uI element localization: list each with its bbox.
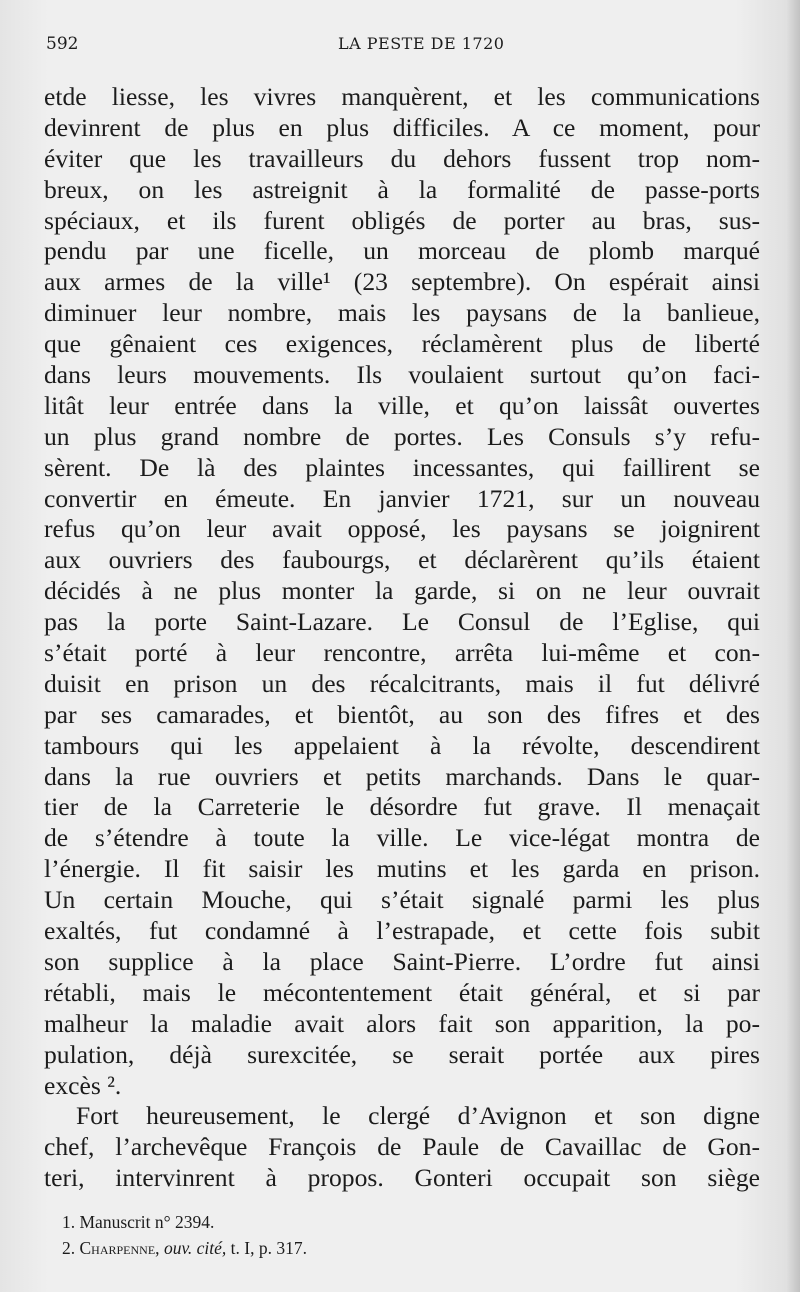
text-line: pendu par une ficelle, un morceau de plomb marqué bbox=[44, 236, 760, 266]
text-line: devinrent de plus en plus difficiles. A ce moment, pour bbox=[44, 112, 760, 142]
footnote-number: 1. bbox=[62, 1212, 76, 1232]
paragraph bbox=[44, 1101, 760, 1194]
text-line: pas la porte Saint-Lazare. Le Consul de l’Eglise, qui bbox=[44, 607, 760, 637]
text-line: diminuer leur nombre, mais les paysans de la banlieue, bbox=[44, 298, 760, 328]
text-line: un plus grand nombre de portes. Les Consuls s’y refu- bbox=[44, 421, 760, 451]
text-line: par ses camarades, et bientôt, au son des fifres et des bbox=[44, 699, 760, 729]
text-line: litât leur entrée dans la ville, et qu’on laissât ouvertes bbox=[44, 390, 760, 420]
footnote bbox=[62, 1235, 307, 1261]
text-line: l’énergie. Il fit saisir les mutins et les garda en prison. bbox=[44, 854, 760, 884]
text-line: exaltés, fut condamné à l’estrapade, et cette fois subit bbox=[44, 916, 760, 946]
text-line: duisit en prison un des récalcitrants, mais il fut délivré bbox=[44, 668, 760, 698]
text-line: tier de la Carreterie le désordre fut grave. Il menaçait bbox=[44, 792, 760, 822]
text-line: s’était porté à leur rencontre, arrêta lui-même et con- bbox=[44, 638, 760, 668]
text-line: décidés à ne plus monter la garde, si on ne leur ouvrait bbox=[44, 576, 760, 606]
text-line: rétabli, mais le mécontentement était général, et si par bbox=[44, 977, 760, 1007]
text-line: que gênaient ces exigences, réclamèrent plus de liberté bbox=[44, 329, 760, 359]
page-gutter-shadow bbox=[786, 0, 800, 1292]
text-line: sèrent. De là des plaintes incessantes, qui faillirent se bbox=[44, 452, 760, 482]
body-text bbox=[44, 82, 760, 1194]
text-line: convertir en émeute. En janvier 1721, sur un nouveau bbox=[44, 483, 760, 513]
running-title: LA PESTE DE 1720 bbox=[338, 34, 505, 53]
footnote-reference: t. I, p. 317. bbox=[230, 1238, 307, 1258]
text-line: Un certain Mouche, qui s’était signalé parmi les plus bbox=[44, 885, 760, 915]
footnote-work: ouv. cité, bbox=[163, 1238, 227, 1258]
text-line: de s’étendre à toute la ville. Le vice-légat montra de bbox=[44, 823, 760, 853]
text-line: éviter que les travailleurs du dehors fussent trop nom- bbox=[44, 143, 760, 173]
text-line: breux, on les astreignit à la formalité de passe-ports bbox=[44, 174, 760, 204]
footnotes bbox=[62, 1209, 307, 1261]
text-line: aux ouvriers des faubourgs, et déclarèrent qu’ils étaient bbox=[44, 545, 760, 575]
text-line: excès ². bbox=[44, 1070, 122, 1100]
text-line: spéciaux, et ils furent obligés de porter au bras, sus- bbox=[44, 205, 760, 235]
footnote-text: Manuscrit n° 2394. bbox=[79, 1212, 215, 1232]
text-line: teri, intervinrent à propos. Gonteri occupait son siège bbox=[44, 1163, 760, 1193]
text-line: chef, l’archevêque François de Paule de Cavaillac de Gon- bbox=[44, 1132, 760, 1162]
text-line: etde liesse, les vivres manquèrent, et les communications bbox=[44, 82, 760, 111]
page-header bbox=[40, 34, 760, 62]
paragraph bbox=[44, 82, 760, 1101]
text-line: malheur la maladie avait alors fait son apparition, la po- bbox=[44, 1008, 760, 1038]
text-line: aux armes de la ville¹ (23 septembre). On espérait ainsi bbox=[44, 267, 760, 297]
footnote bbox=[62, 1209, 307, 1235]
text-line: pulation, déjà surexcitée, se serait portée aux pires bbox=[44, 1039, 760, 1069]
page-number: 592 bbox=[46, 34, 79, 54]
text-line: son supplice à la place Saint-Pierre. L’ordre fut ainsi bbox=[44, 946, 760, 976]
footnote-number: 2. bbox=[62, 1238, 76, 1258]
footnote-author: Charpenne, bbox=[79, 1238, 160, 1258]
text-line: dans leurs mouvements. Ils voulaient surtout qu’on faci- bbox=[44, 360, 760, 390]
text-line: tambours qui les appelaient à la révolte, descendirent bbox=[44, 730, 760, 760]
text-line: dans la rue ouvriers et petits marchands. Dans le quar- bbox=[44, 761, 760, 791]
text-line: Fort heureusement, le clergé d’Avignon et son digne bbox=[76, 1101, 760, 1131]
text-line: refus qu’on leur avait opposé, les paysans se joignirent bbox=[44, 514, 760, 544]
